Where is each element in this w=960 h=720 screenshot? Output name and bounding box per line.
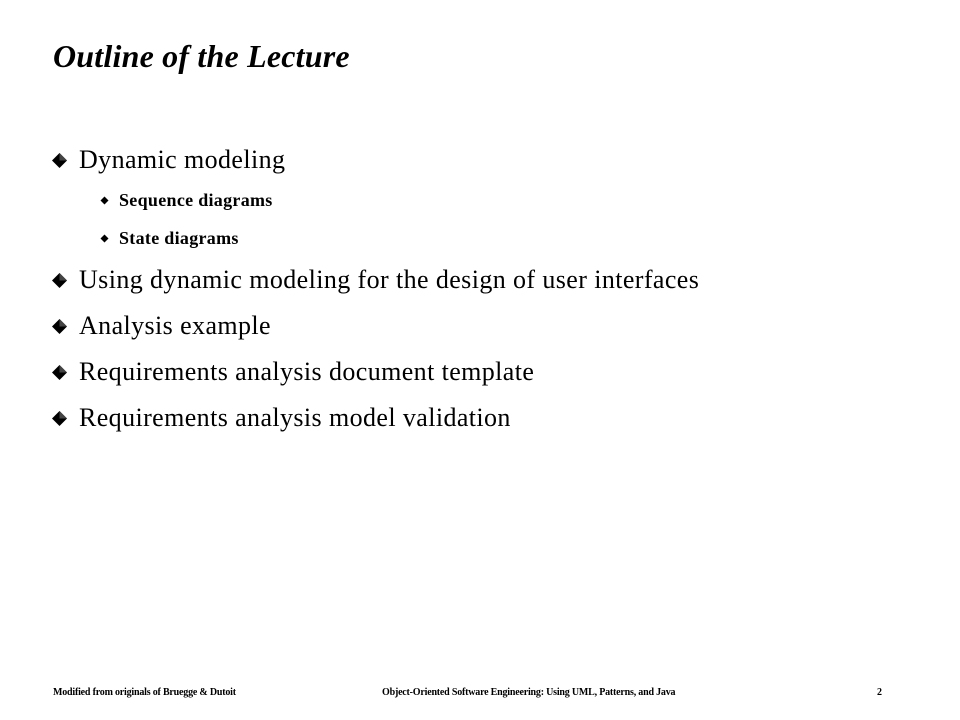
bullet-item-analysis-example [51,311,271,341]
bullet-item-model-validation [51,403,511,433]
diamond-bullet-icon [51,152,68,169]
diamond-bullet-icon [51,410,68,427]
sub-bullet-text: State diagrams [119,228,239,248]
footer-course-title: Object-Oriented Software Engineering: Using UML, Patterns, and Java [382,687,676,698]
small-diamond-bullet-icon [100,196,109,205]
page-number: 2 [877,687,882,698]
slide-footer [0,687,960,701]
bullet-item-dynamic-modeling [51,145,285,175]
bullet-text: Dynamic modeling [79,145,286,174]
bullet-item-document-template [51,357,534,387]
diamond-bullet-icon [51,272,68,289]
bullet-text: Requirements analysis model validation [79,403,511,432]
footer-attribution: Modified from originals of Bruegge & Dutoit [53,687,236,698]
sub-bullet-text: Sequence diagrams [119,190,273,210]
slide-title: Outline of the Lecture [53,38,350,74]
small-diamond-bullet-icon [100,234,109,243]
bullet-text: Using dynamic modeling for the design of user interfaces [79,265,700,294]
sub-bullet-item-sequence-diagrams [100,190,273,211]
diamond-bullet-icon [51,318,68,335]
bullet-item-user-interfaces [51,265,699,295]
bullet-text: Analysis example [79,311,271,340]
sub-bullet-item-state-diagrams [100,228,239,249]
bullet-text: Requirements analysis document template [79,357,535,386]
diamond-bullet-icon [51,364,68,381]
